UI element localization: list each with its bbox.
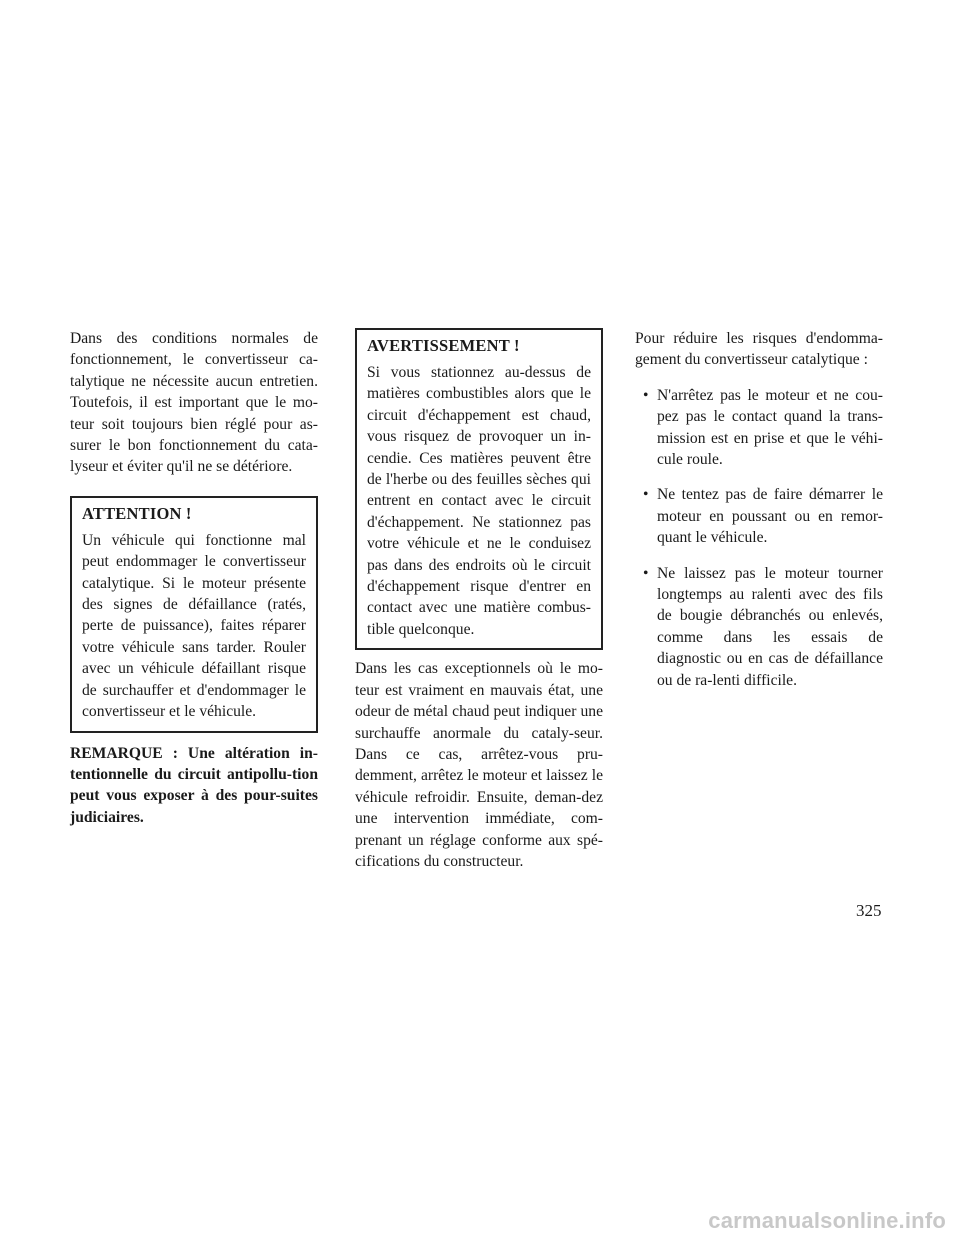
remark-note: REMARQUE : Une altération in-tentionnelle du circuit antipollu-tion peut vous exposer à des pour-suites judiciaires. xyxy=(70,744,318,826)
list-item: • Ne laissez pas le moteur tourner longtemps au ralenti avec des fils de bougie débranchés ou enlevés, comme dans les essais de diagnostic ou en cas de défaillance ou de ra-lenti difficile. xyxy=(643,564,883,689)
attention-title: ATTENTION ! xyxy=(82,503,192,523)
list-item: • N'arrêtez pas le moteur et ne cou-pez pas le contact quand la trans-mission est en prise et que le véhi-cule roule. xyxy=(643,386,883,469)
bullet-icon: • xyxy=(643,386,649,404)
risk-list xyxy=(635,385,883,691)
warning-box xyxy=(355,328,603,650)
warning-title: AVERTISSEMENT ! xyxy=(367,336,520,355)
bullet-icon: • xyxy=(643,564,649,582)
middle-column xyxy=(355,328,603,872)
right-column xyxy=(635,328,883,705)
bullet-icon: • xyxy=(643,486,649,504)
overheat-paragraph: Dans les cas exceptionnels où le mo-teur est vraiment en mauvais état, une odeur de métal chaud peut indiquer une surchauffe anormale du cataly-seur. Dans ce cas, arrêtez-vous pru-demment, arrêtez le moteur et laissez le véhicule refroidir. Ensuite, deman-dez une intervention immédiate, com-prenant un réglage conforme aux spé-cifications du constructeur. xyxy=(355,660,603,870)
attention-box xyxy=(70,496,318,733)
warning-text: Si vous stationnez au-dessus de matières combustibles alors que le circuit d'échappement est chaud, vous risquez de provoquer un in-cendie. Ces matières peuvent être de l'herbe ou des feuilles sèches qui entrent en contact avec le circuit d'échappement. Ne stationnez pas votre véhicule et ne le conduisez pas dans des endroits où le circuit d'échappement risque d'entrer en contact avec une matière combus-tible quelconque. xyxy=(367,364,591,638)
list-item: • Ne tentez pas de faire démarrer le moteur en poussant ou en remor-quant le véhicule. xyxy=(643,486,883,547)
attention-text: Un véhicule qui fonctionne mal peut endommager le convertisseur catalytique. Si le moteur présente des signes de défaillance (ratés, perte de puissance), faites réparer votre véhicule sans tarder. Rouler avec un véhicule défaillant risque de surchauffer et d'endommager le convertisseur et le véhicule. xyxy=(82,531,306,721)
page-number: 325 xyxy=(856,901,882,920)
left-column xyxy=(70,328,318,828)
watermark-link[interactable]: carmanualsonline.info xyxy=(708,1208,946,1233)
intro-paragraph: Dans des conditions normales de fonctionnement, le convertisseur ca-talytique ne nécessite aucun entretien. Toutefois, il est important que le mo-teur soit toujours bien réglé pour as-surer le bon fonctionnement du cata-lyseur et éviter qu'il ne se détériore. xyxy=(70,330,318,476)
risk-intro: Pour réduire les risques d'endomma-gement du convertisseur catalytique : xyxy=(635,330,883,369)
